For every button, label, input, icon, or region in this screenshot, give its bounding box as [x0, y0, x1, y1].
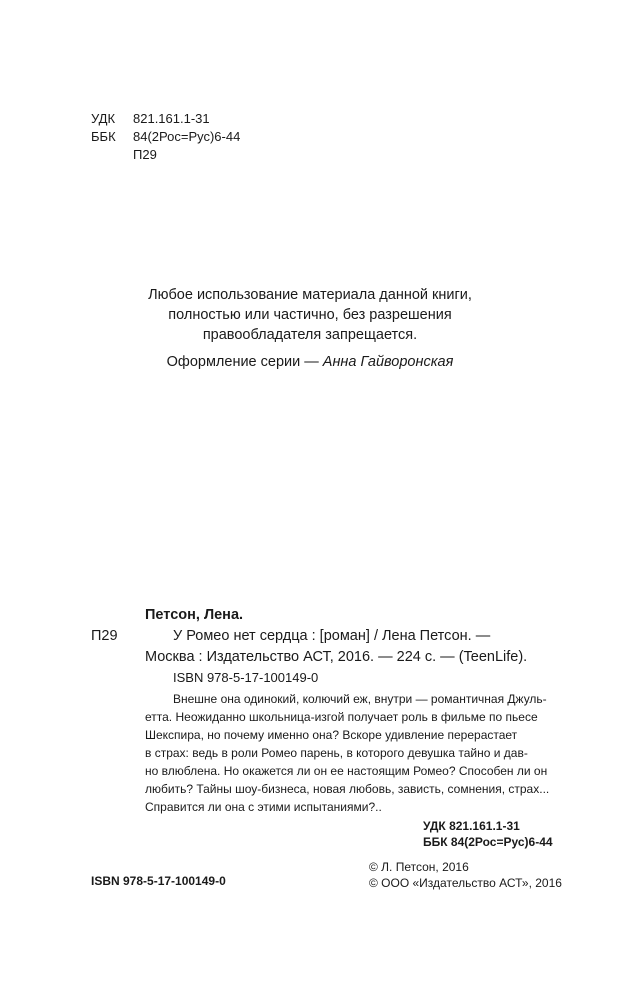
udk-bottom: УДК 821.161.1-31	[423, 819, 520, 833]
udk-value: 821.161.1-31	[133, 111, 210, 126]
author-heading: Петсон, Лена.	[145, 607, 244, 623]
annotation	[145, 690, 553, 816]
annotation-line: но влюблена. Но окажется ли он ее настоящим Ромео? Способен ли он	[145, 764, 548, 778]
bbk-bottom: ББК 84(2Рос=Рус)6-44	[423, 835, 553, 849]
annotation-line: любить? Тайны шоу-бизнеса, новая любовь, зависть, сомнения, страх...	[145, 782, 550, 796]
usage-notice-line: Любое использование материала данной книги,	[148, 287, 472, 303]
annotation-line: Шекспира, но почему именно она? Вскоре удивление перерастает	[145, 728, 518, 742]
author-mark-record: П29	[91, 628, 118, 644]
annotation-line: в страх: ведь в роли Ромео парень, в которого девушка тайно и дав-	[145, 746, 528, 760]
record-isbn: ISBN 978-5-17-100149-0	[173, 670, 319, 685]
udk-label: УДК	[91, 111, 116, 126]
designer-name: Анна Гайворонская	[322, 354, 454, 370]
copyright-author: © Л. Петсон, 2016	[369, 860, 469, 874]
record-line-title: У Ромео нет сердца : [роман] / Лена Петсон. —	[173, 628, 491, 644]
author-mark-top: П29	[133, 147, 157, 162]
bbk-label: ББК	[91, 129, 116, 144]
footer-isbn: ISBN 978-5-17-100149-0	[91, 874, 226, 888]
usage-notice-line: правообладателя запрещается.	[202, 327, 418, 343]
annotation-line: Внешне она одинокий, колючий еж, внутри — романтичная Джуль-	[173, 692, 547, 706]
copyright-publisher: © ООО «Издательство АСТ», 2016	[369, 876, 562, 890]
design-credit-prefix: Оформление серии —	[166, 354, 323, 370]
annotation-line: етта. Неожиданно школьница-изгой получает роль в фильме по пьесе	[145, 710, 538, 724]
record-line-publisher: Москва : Издательство АСТ, 2016. — 224 с. — (TeenLife).	[145, 649, 528, 665]
design-credit	[0, 352, 620, 372]
usage-notice	[0, 285, 620, 345]
bbk-value: 84(2Рос=Рус)6-44	[133, 129, 241, 144]
annotation-line: Справится ли она с этими испытаниями?..	[145, 800, 382, 814]
usage-notice-line: полностью или частично, без разрешения	[168, 307, 452, 323]
